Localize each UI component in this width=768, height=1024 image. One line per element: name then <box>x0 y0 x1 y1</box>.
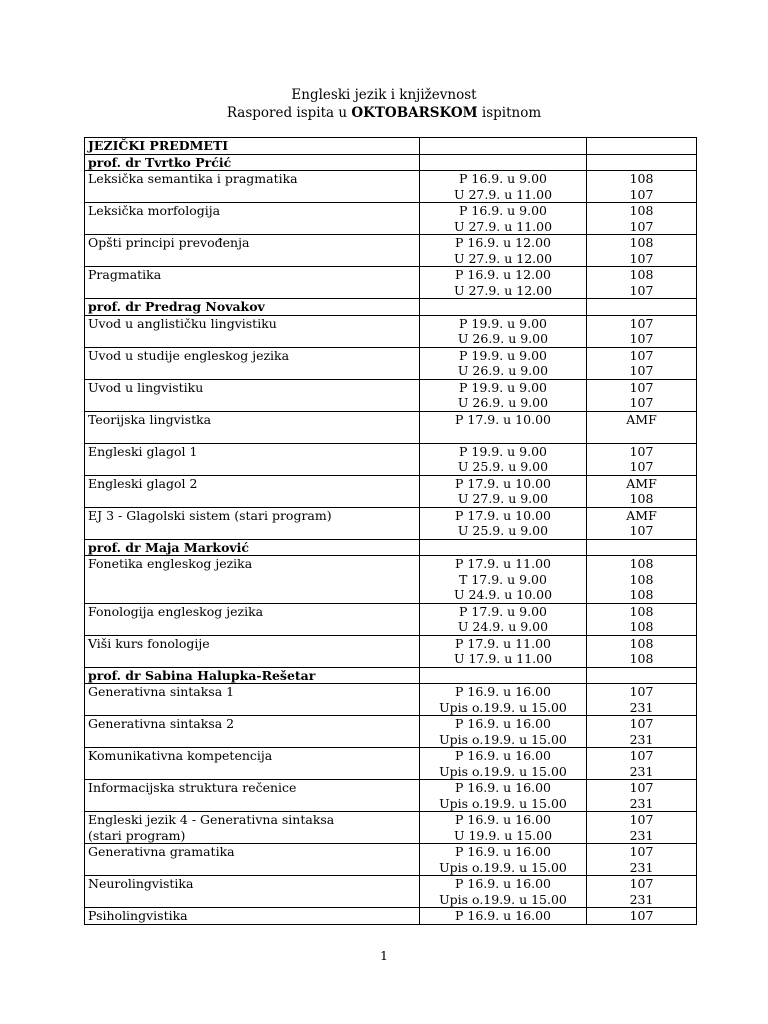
room-line: 107 <box>629 443 654 459</box>
room-line: 107 <box>629 186 654 202</box>
professor-row <box>85 539 697 556</box>
exam-term-line: U 27.9. u 11.00 <box>453 186 553 202</box>
room-line: 231 <box>629 795 654 811</box>
exam-term-cell <box>420 507 587 539</box>
exam-term-cell <box>420 315 587 347</box>
title-line-1: Engleski jezik i književnost <box>291 87 477 103</box>
exam-term-line: P 16.9. u 12.00 <box>455 235 551 250</box>
subject-cell <box>85 684 420 716</box>
exam-term-cell <box>420 667 587 684</box>
room-cell <box>587 716 697 748</box>
subject-cell <box>85 539 420 556</box>
subject-cell <box>85 876 420 908</box>
room-cell <box>587 748 697 780</box>
room-line: 107 <box>629 684 654 699</box>
subject-line: JEZIČKI PREDMETI <box>88 138 229 153</box>
room-line <box>590 427 693 443</box>
room-line: 231 <box>629 827 654 843</box>
room-cell <box>587 635 697 667</box>
table-row <box>85 347 697 379</box>
exam-term-line: P 19.9. u 9.00 <box>458 315 548 331</box>
subject-line: Engleski jezik 4 - Generativna sintaksa <box>88 812 335 827</box>
room-line: 231 <box>629 699 654 715</box>
room-line: 231 <box>629 763 654 779</box>
room-line: 107 <box>629 459 654 474</box>
room-line: 107 <box>629 523 654 538</box>
subject-cell <box>85 716 420 748</box>
title-line-2-suffix: ispitnom <box>477 105 542 121</box>
room-line: 107 <box>629 716 654 731</box>
subject-line: Generativna gramatika <box>88 844 235 859</box>
exam-term-cell <box>420 812 587 844</box>
table-row <box>85 203 697 235</box>
exam-term-line: Upis o.19.9. u 15.00 <box>439 763 567 779</box>
room-cell <box>587 443 697 475</box>
table-row <box>85 603 697 635</box>
subject-line: Neurolingvistika <box>88 876 194 891</box>
professor-row <box>85 154 697 171</box>
exam-term-cell <box>420 171 587 203</box>
professor-row <box>85 299 697 316</box>
room-cell <box>587 154 697 171</box>
section-row <box>85 138 697 155</box>
subject-cell <box>85 667 420 684</box>
exam-term-line: P 16.9. u 16.00 <box>455 876 551 891</box>
room-line: 108 <box>629 635 654 651</box>
table-row <box>85 556 697 604</box>
exam-term-line: Upis o.19.9. u 15.00 <box>439 859 567 875</box>
exam-term-cell <box>420 154 587 171</box>
title-line-2-bold: OKTOBARSKOM <box>351 105 478 121</box>
exam-term-line: Upis o.19.9. u 15.00 <box>439 795 567 811</box>
room-line: 231 <box>629 891 654 907</box>
room-line: 108 <box>629 171 654 186</box>
room-line: 107 <box>629 780 654 795</box>
exam-term-line <box>423 427 583 443</box>
room-line: 107 <box>629 844 654 859</box>
exam-term-line: P 17.9. u 10.00 <box>455 507 551 523</box>
room-line: 107 <box>629 331 654 346</box>
exam-term-cell <box>420 876 587 908</box>
exam-term-line: P 19.9. u 9.00 <box>458 379 548 395</box>
room-cell <box>587 908 697 925</box>
table-row <box>85 812 697 844</box>
room-line: 107 <box>629 363 654 378</box>
exam-term-cell <box>420 347 587 379</box>
subject-line: Fonetika engleskog jezika <box>88 556 253 571</box>
subject-line: Leksička semantika i pragmatika <box>88 171 298 186</box>
exam-term-line: Upis o.19.9. u 15.00 <box>439 699 567 715</box>
subject-line: Uvod u lingvistiku <box>88 379 204 395</box>
subject-line: Engleski glagol 2 <box>88 475 198 491</box>
exam-term-line: P 16.9. u 16.00 <box>455 780 551 795</box>
table-row <box>85 475 697 507</box>
exam-term-line: P 16.9. u 16.00 <box>455 812 551 827</box>
room-line: 108 <box>629 603 654 619</box>
subject-line: Uvod u studije engleskog jezika <box>88 347 290 363</box>
exam-term-line: P 16.9. u 16.00 <box>455 748 551 763</box>
table-row <box>85 315 697 347</box>
subject-cell <box>85 299 420 316</box>
exam-term-cell <box>420 203 587 235</box>
exam-term-cell <box>420 716 587 748</box>
subject-line: Generativna sintaksa 2 <box>88 716 235 731</box>
table-row <box>85 443 697 475</box>
room-cell <box>587 299 697 316</box>
exam-term-cell <box>420 379 587 411</box>
room-line: AMF <box>626 411 657 427</box>
room-cell <box>587 475 697 507</box>
room-line: 107 <box>629 218 654 234</box>
subject-cell <box>85 908 420 925</box>
subject-cell <box>85 315 420 347</box>
exam-term-line: P 16.9. u 16.00 <box>455 716 551 731</box>
table-row <box>85 171 697 203</box>
room-cell <box>587 315 697 347</box>
exam-term-line: U 24.9. u 9.00 <box>457 619 549 634</box>
subject-cell <box>85 844 420 876</box>
room-line: 107 <box>629 908 654 923</box>
room-cell <box>587 267 697 299</box>
subject-cell <box>85 138 420 155</box>
room-line: 107 <box>629 876 654 891</box>
exam-term-cell <box>420 556 587 604</box>
table-row <box>85 684 697 716</box>
room-cell <box>587 507 697 539</box>
exam-term-line: P 17.9. u 11.00 <box>455 635 551 651</box>
room-line: 107 <box>629 250 654 266</box>
subject-line: Engleski glagol 1 <box>88 443 198 459</box>
subject-cell <box>85 635 420 667</box>
subject-line: Informacijska struktura rečenice <box>88 780 297 795</box>
exam-term-cell <box>420 411 587 443</box>
exam-term-cell <box>420 844 587 876</box>
subject-cell <box>85 267 420 299</box>
subject-cell <box>85 347 420 379</box>
room-cell <box>587 379 697 411</box>
table-row <box>85 748 697 780</box>
room-line: 108 <box>629 203 654 218</box>
exam-term-cell <box>420 267 587 299</box>
exam-term-line: U 27.9. u 12.00 <box>453 250 553 266</box>
room-line: 107 <box>629 282 654 298</box>
room-cell <box>587 203 697 235</box>
exam-term-cell <box>420 908 587 925</box>
room-cell <box>587 138 697 155</box>
title-line-2-prefix: Raspored ispita u <box>226 105 352 121</box>
exam-term-line: T 17.9. u 9.00 <box>459 571 547 587</box>
room-line: 108 <box>629 587 654 602</box>
room-line: AMF <box>626 507 657 523</box>
table-row <box>85 507 697 539</box>
exam-term-line: P 19.9. u 9.00 <box>458 443 548 459</box>
table-row <box>85 635 697 667</box>
exam-term-line: U 25.9. u 9.00 <box>457 523 549 538</box>
exam-term-line: U 26.9. u 9.00 <box>457 363 549 378</box>
room-cell <box>587 411 697 443</box>
professor-row <box>85 667 697 684</box>
exam-term-cell <box>420 299 587 316</box>
subject-cell <box>85 154 420 171</box>
subject-cell <box>85 748 420 780</box>
subject-line: prof. dr Maja Marković <box>88 539 250 555</box>
room-line: 108 <box>629 619 654 634</box>
room-line: 107 <box>629 748 654 763</box>
room-cell <box>587 347 697 379</box>
exam-term-line: U 27.9. u 11.00 <box>453 218 553 234</box>
exam-term-line: P 17.9. u 9.00 <box>458 603 548 619</box>
table-row <box>85 908 697 925</box>
subject-line: Teorijska lingvistka <box>88 411 212 427</box>
subject-cell <box>85 235 420 267</box>
room-cell <box>587 684 697 716</box>
subject-line: Viši kurs fonologije <box>88 635 210 651</box>
exam-term-cell <box>420 235 587 267</box>
room-cell <box>587 812 697 844</box>
exam-term-line: U 26.9. u 9.00 <box>457 331 549 346</box>
room-line: 108 <box>629 556 654 571</box>
subject-line: Pragmatika <box>88 267 162 282</box>
exam-term-cell <box>420 635 587 667</box>
room-line: 108 <box>629 235 654 250</box>
table-row <box>85 876 697 908</box>
exam-term-cell <box>420 138 587 155</box>
room-line: 107 <box>629 395 654 410</box>
subject-line: prof. dr Sabina Halupka-Rešetar <box>88 667 316 683</box>
subject-line: Fonologija engleskog jezika <box>88 603 264 619</box>
room-cell <box>587 235 697 267</box>
exam-term-line: P 17.9. u 10.00 <box>455 475 551 491</box>
room-cell <box>587 844 697 876</box>
room-cell <box>587 603 697 635</box>
room-line: 108 <box>629 267 654 282</box>
exam-term-line: U 24.9. u 10.00 <box>453 587 553 602</box>
exam-term-line: Upis o.19.9. u 15.00 <box>439 891 567 907</box>
room-cell <box>587 171 697 203</box>
page-title <box>0 86 768 122</box>
subject-line: Uvod u anglističku lingvistiku <box>88 315 277 331</box>
subject-cell <box>85 812 420 844</box>
table-row <box>85 844 697 876</box>
room-line: AMF <box>626 475 657 491</box>
exam-term-line: P 16.9. u 12.00 <box>455 267 551 282</box>
exam-term-line: P 16.9. u 16.00 <box>455 684 551 699</box>
subject-line: Opšti principi prevođenja <box>88 235 250 250</box>
subject-cell <box>85 556 420 604</box>
exam-schedule-table <box>84 137 697 925</box>
room-cell <box>587 876 697 908</box>
room-line: 231 <box>629 731 654 747</box>
subject-line: (stari program) <box>88 827 186 843</box>
title-line-2 <box>0 104 768 122</box>
exam-term-line: U 19.9. u 15.00 <box>453 827 553 843</box>
exam-term-line: P 16.9. u 9.00 <box>458 203 548 218</box>
exam-schedule-body <box>85 138 697 925</box>
subject-line: prof. dr Predrag Novakov <box>88 299 265 314</box>
subject-line: EJ 3 - Glagolski sistem (stari program) <box>88 507 332 523</box>
exam-term-line: P 16.9. u 16.00 <box>455 908 551 923</box>
subject-cell <box>85 171 420 203</box>
exam-term-cell <box>420 748 587 780</box>
subject-line: Psiholingvistika <box>88 908 188 923</box>
subject-cell <box>85 203 420 235</box>
table-row <box>85 379 697 411</box>
room-line: 107 <box>629 347 654 363</box>
exam-term-line: P 17.9. u 11.00 <box>455 556 551 571</box>
subject-cell <box>85 780 420 812</box>
exam-term-line: U 26.9. u 9.00 <box>457 395 549 410</box>
exam-term-cell <box>420 475 587 507</box>
table-row <box>85 267 697 299</box>
exam-term-line: P 16.9. u 16.00 <box>455 844 551 859</box>
subject-cell <box>85 507 420 539</box>
exam-term-line: P 19.9. u 9.00 <box>458 347 548 363</box>
exam-term-line: U 25.9. u 9.00 <box>457 459 549 474</box>
subject-cell <box>85 379 420 411</box>
subject-cell <box>85 603 420 635</box>
room-line: 107 <box>629 315 654 331</box>
page-number: 1 <box>380 948 388 963</box>
room-cell <box>587 667 697 684</box>
room-cell <box>587 539 697 556</box>
room-line: 108 <box>629 571 654 587</box>
subject-cell <box>85 411 420 443</box>
table-row <box>85 780 697 812</box>
exam-term-line: P 17.9. u 10.00 <box>455 411 551 427</box>
exam-term-line: U 27.9. u 12.00 <box>453 282 553 298</box>
exam-term-cell <box>420 539 587 556</box>
exam-term-cell <box>420 603 587 635</box>
exam-term-cell <box>420 443 587 475</box>
subject-cell <box>85 475 420 507</box>
exam-term-line: U 17.9. u 11.00 <box>453 651 553 666</box>
room-line: 107 <box>629 812 654 827</box>
subject-line: Komunikativna kompetencija <box>88 748 273 763</box>
exam-term-line: U 27.9. u 9.00 <box>457 491 549 506</box>
exam-term-cell <box>420 780 587 812</box>
subject-line: prof. dr Tvrtko Prćić <box>88 154 232 170</box>
room-line: 108 <box>629 651 654 666</box>
table-row <box>85 716 697 748</box>
subject-cell <box>85 443 420 475</box>
table-row <box>85 411 697 443</box>
exam-term-line: P 16.9. u 9.00 <box>458 171 548 186</box>
table-row <box>85 235 697 267</box>
room-cell <box>587 780 697 812</box>
room-line: 108 <box>629 491 654 506</box>
subject-line: Leksička morfologija <box>88 203 221 218</box>
exam-term-cell <box>420 684 587 716</box>
room-line: 107 <box>629 379 654 395</box>
subject-line: Generativna sintaksa 1 <box>88 684 235 699</box>
exam-term-line: Upis o.19.9. u 15.00 <box>439 731 567 747</box>
room-line: 231 <box>629 859 654 875</box>
room-cell <box>587 556 697 604</box>
